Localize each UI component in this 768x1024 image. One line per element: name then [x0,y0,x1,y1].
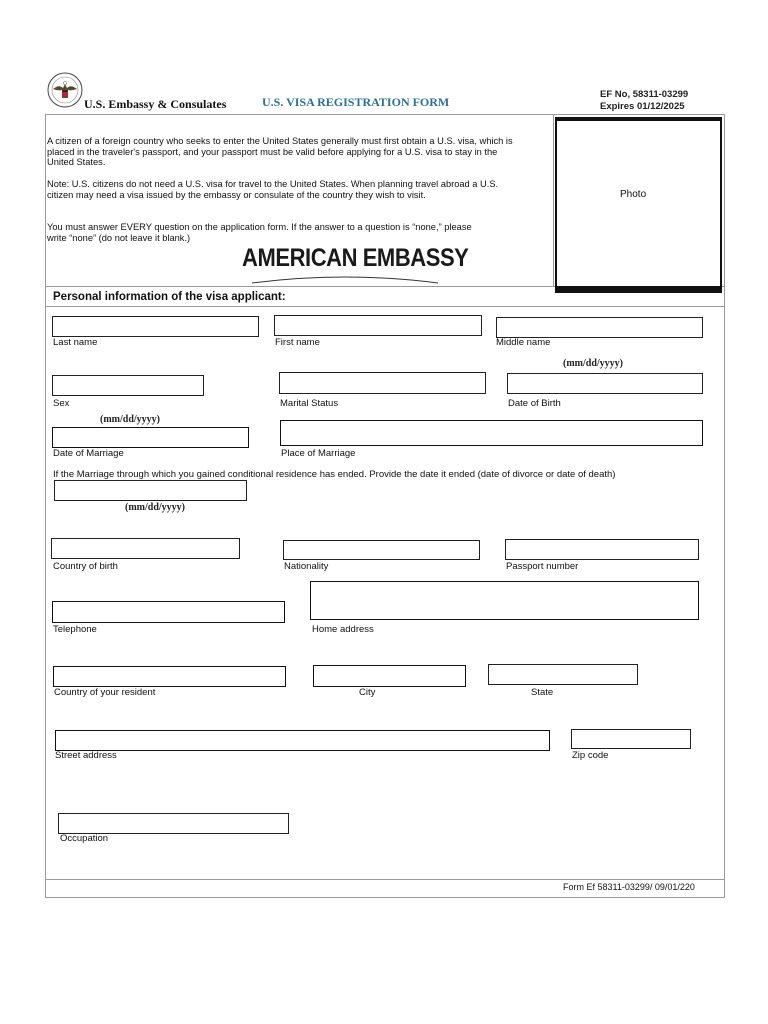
home-address-label: Home address [312,624,374,635]
state-label: State [531,687,554,698]
country-of-resident-label: Country of your resident [54,687,156,698]
state-input[interactable] [488,664,638,685]
zip-code-label: Zip code [572,750,609,761]
country-of-birth-label: Country of birth [53,561,118,572]
city-input[interactable] [313,665,466,687]
org-name: U.S. Embassy & Consulates [84,97,227,111]
middle-name-label: Middle name [496,337,551,348]
first-name-label: First name [275,337,320,348]
sex-input[interactable] [52,375,204,396]
dob-format-hint: (mm/dd/yyyy) [563,358,623,369]
street-address-input[interactable] [55,730,550,751]
country-of-resident-input[interactable] [53,666,286,687]
intro-line: placed in the traveler's passport, and your passport must be valid before applying for a U.S. visa to stay in the [47,146,498,157]
last-name-label: Last name [53,337,98,348]
middle-name-input[interactable] [496,317,703,338]
section-title: Personal information of the visa applicant: [53,291,286,303]
intro-line: United States. [47,157,106,167]
last-name-input[interactable] [52,316,259,337]
date-of-marriage-label: Date of Marriage [53,448,124,459]
marital-status-input[interactable] [279,372,486,394]
passport-number-input[interactable] [505,539,699,560]
home-address-input[interactable] [310,581,699,620]
sex-label: Sex [53,398,70,409]
street-address-label: Street address [55,750,117,761]
intro-line: You must answer EVERY question on the application form. If the answer to a question is “none,” please [47,222,472,232]
telephone-input[interactable] [52,601,285,623]
marriage-ended-note: If the Marriage through which you gained conditional residence has ended. Provide the date it ended (date of divorce or date of death) [53,469,616,480]
date-of-birth-label: Date of Birth [508,398,561,409]
photo-label: Photo [620,189,647,200]
expiration-date: Expires 01/12/2025 [600,101,685,112]
intro-paragraph-3 [47,222,472,243]
date-of-birth-input[interactable] [507,373,703,394]
nationality-label: Nationality [284,561,329,572]
passport-number-label: Passport number [506,561,579,572]
intro-paragraph-1 [47,136,513,168]
embassy-seal-icon [47,72,83,108]
city-label: City [359,687,376,698]
intro-line: Note: U.S. citizens do not need a U.S. visa for travel to the United States. When planning travel abroad a U.S. [47,179,499,189]
intro-line: A citizen of a foreign country who seeks to enter the United States generally must first obtain a U.S. visa, which is [47,136,513,146]
marriage-date-format-hint: (mm/dd/yyyy) [100,414,160,425]
date-of-marriage-input[interactable] [52,427,249,448]
occupation-input[interactable] [58,813,289,834]
intro-line: citizen may need a visa issued by the embassy or consulate of the country they wish to visit. [47,189,426,200]
section-divider-bottom [45,306,724,307]
footer-divider [45,879,724,880]
intro-line: write “none” (do not leave it blank.) [47,232,191,243]
place-of-marriage-label: Place of Marriage [281,448,356,459]
form-footer: Form Ef 58311-03299/ 09/01/220 [563,882,695,892]
intro-paragraph-2 [47,179,498,200]
place-of-marriage-input[interactable] [280,420,703,446]
telephone-label: Telephone [53,624,97,635]
banner-swoosh-icon [250,273,440,285]
photo-box[interactable] [555,117,722,293]
zip-code-input[interactable] [571,729,691,749]
country-of-birth-input[interactable] [51,538,240,559]
marital-status-label: Marital Status [280,398,339,409]
photo-divider [553,114,554,286]
marriage-end-format-hint: (mm/dd/yyyy) [125,502,185,513]
first-name-input[interactable] [274,315,482,336]
ef-number: EF No, 58311-03299 [600,89,689,100]
form-number-block [600,89,688,113]
nationality-input[interactable] [283,540,480,560]
american-embassy-banner: AMERICAN EMBASSY [242,244,469,272]
marriage-end-date-input[interactable] [54,480,247,501]
form-title: U.S. VISA REGISTRATION FORM [262,95,450,109]
occupation-label: Occupation [60,833,109,844]
